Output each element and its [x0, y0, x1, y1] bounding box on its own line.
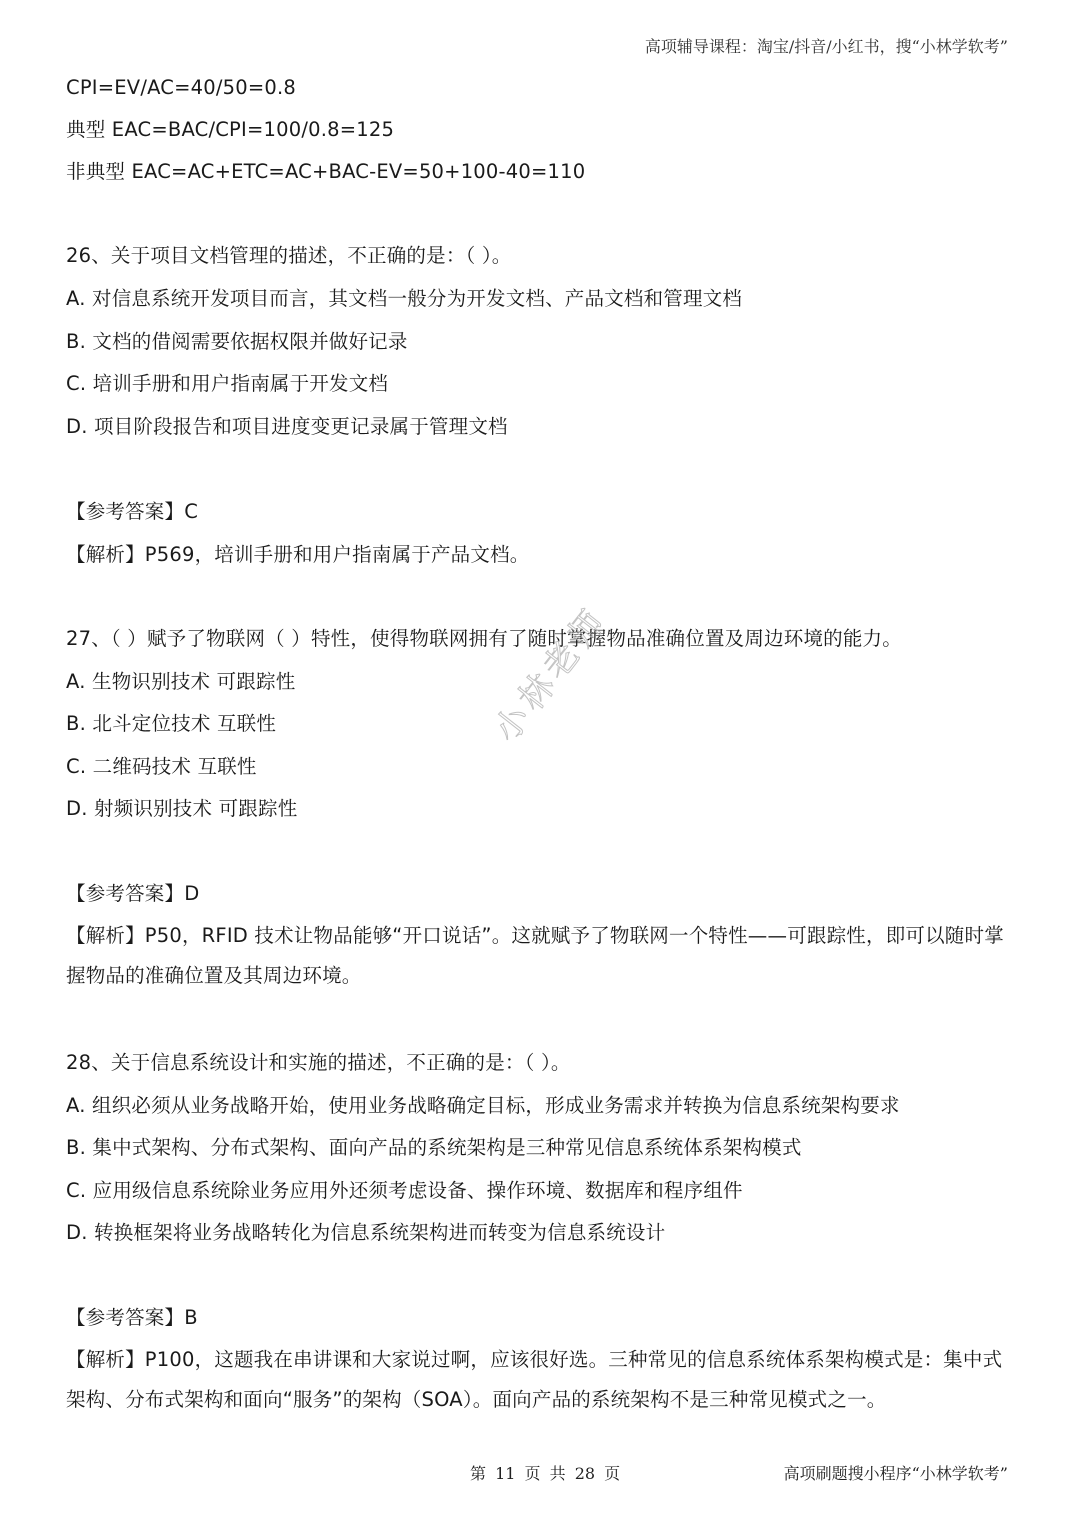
q28-option-b: B. 集中式架构、分布式架构、面向产品的系统架构是三种常见信息系统体系架构模式: [66, 1136, 802, 1159]
q28-answer: 【参考答案】B: [66, 1306, 198, 1329]
q27-analysis: 【解析】P50，RFID 技术让物品能够“开口说话”。这就赋予了物联网一个特性——可跟踪性，即可以随时掌握物品的准确位置及其周边环境。: [66, 924, 1004, 987]
q27-stem: 27、（ ）赋予了物联网（ ）特性，使得物联网拥有了随时掌握物品准确位置及周边环境的能力。: [66, 627, 902, 650]
q28-option-a: A. 组织必须从业务战略开始，使用业务战略确定目标，形成业务需求并转换为信息系统架构要求: [66, 1094, 900, 1117]
q26-answer: 【参考答案】C: [66, 500, 199, 523]
q26-option-d: D. 项目阶段报告和项目进度变更记录属于管理文档: [66, 415, 508, 438]
formula-cpi: CPI=EV/AC=40/50=0.8: [66, 76, 296, 99]
q26-analysis: 【解析】P569，培训手册和用户指南属于产品文档。: [66, 543, 530, 566]
q28-option-d: D. 转换框架将业务战略转化为信息系统架构进而转变为信息系统设计: [66, 1221, 666, 1244]
footer-page-number: 第 11 页 共 28 页: [470, 1464, 621, 1483]
q27-option-b: B. 北斗定位技术 互联性: [66, 712, 277, 735]
q26-option-a: A. 对信息系统开发项目而言，其文档一般分为开发文档、产品文档和管理文档: [66, 287, 743, 310]
watermark-text: 小林老师: [486, 598, 617, 750]
q27-option-c: C. 二维码技术 互联性: [66, 755, 257, 778]
q26-stem: 26、关于项目文档管理的描述，不正确的是：（ ）。: [66, 244, 512, 267]
q27-answer: 【参考答案】D: [66, 882, 200, 905]
formula-atypical-eac: 非典型 EAC=AC+ETC=AC+BAC-EV=50+100-40=110: [66, 160, 586, 183]
q28-stem: 28、关于信息系统设计和实施的描述，不正确的是：（ ）。: [66, 1051, 571, 1074]
q27-option-d: D. 射频识别技术 可跟踪性: [66, 797, 298, 820]
q26-option-b: B. 文档的借阅需要依据权限并做好记录: [66, 330, 408, 353]
formula-typical-eac: 典型 EAC=BAC/CPI=100/0.8=125: [66, 118, 395, 141]
q28-analysis: 【解析】P100，这题我在串讲课和大家说过啊，应该很好选。三种常见的信息系统体系架构模式是：集中式架构、分布式架构和面向“服务”的架构（SOA）。面向产品的系统架构不是三种常见模式之一。: [66, 1348, 1003, 1411]
q26-option-c: C. 培训手册和用户指南属于开发文档: [66, 372, 389, 395]
q27-option-a: A. 生物识别技术 可跟踪性: [66, 670, 296, 693]
footer-promo: 高项刷题搜小程序“小林学软考”: [783, 1464, 1008, 1483]
q28-option-c: C. 应用级信息系统除业务应用外还须考虑设备、操作环境、数据库和程序组件: [66, 1179, 743, 1202]
page-header: 高项辅导课程：淘宝/抖音/小红书，搜“小林学软考”: [644, 37, 1008, 56]
